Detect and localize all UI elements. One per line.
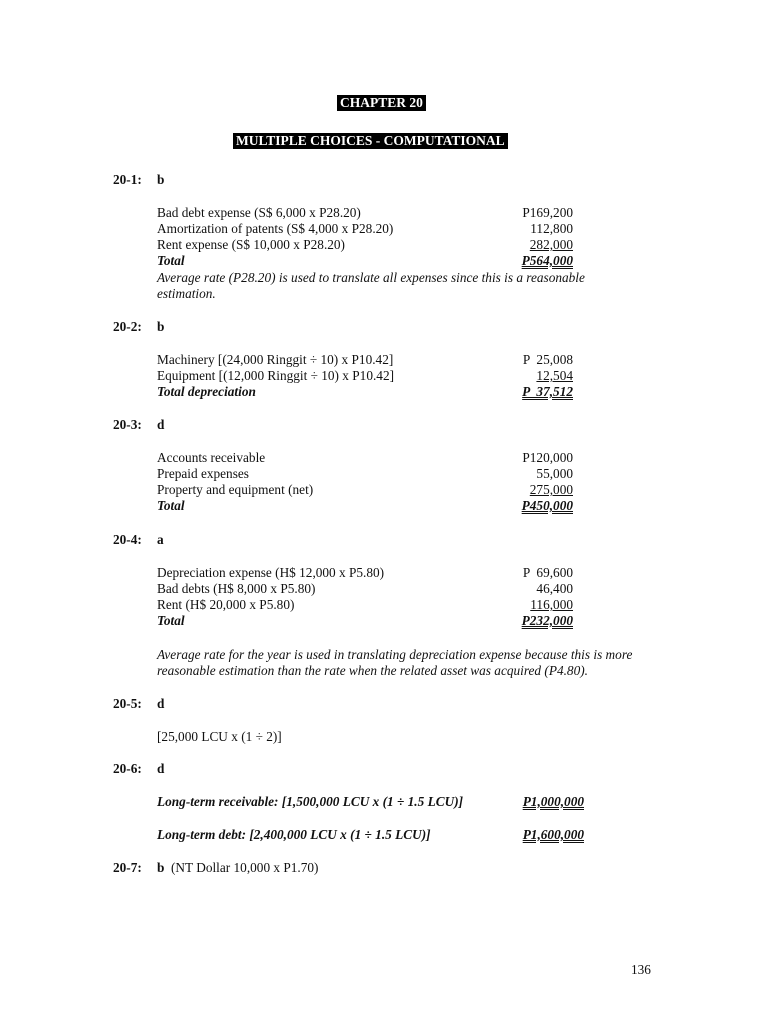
line-item-amount: P120,000 [522,450,573,465]
computation-detail: (NT Dollar 10,000 x P1.70) [171,860,319,875]
question-number: 20-3: [113,417,142,432]
total-label: Total [157,253,185,268]
long-term-receivable-label: Long-term receivable: [1,500,000 LCU x (1 ÷ 1.5 LCU)] [157,794,464,809]
explanation-note: Average rate (P28.20) is used to translate all expenses since this is a reasonable [157,270,585,285]
total-label: Total [157,498,185,513]
long-term-debt-label: Long-term debt: [2,400,000 LCU x (1 ÷ 1.5 LCU)] [157,827,431,842]
answer-letter: b [157,860,165,875]
total-amount: P450,000 [521,498,573,513]
question-number: 20-7: [113,860,142,875]
line-item-amount: P 69,600 [522,565,573,580]
question-number: 20-1: [113,172,142,187]
line-item-amount: 12,504 [536,368,573,383]
line-item-label: Rent expense (S$ 10,000 x P28.20) [157,237,345,252]
line-item-amount: 275,000 [529,482,573,497]
line-item-amount: 46,400 [536,581,573,596]
line-item-label: Bad debts (H$ 8,000 x P5.80) [157,581,316,596]
total-amount: P 37,512 [522,384,573,399]
line-item-amount: 55,000 [536,466,573,481]
line-item-amount: 116,000 [530,597,573,612]
total-amount: P564,000 [521,253,573,268]
line-item-amount: P169,200 [522,205,573,220]
section-title: MULTIPLE CHOICES - COMPUTATIONAL [233,133,508,149]
line-item-label: Rent (H$ 20,000 x P5.80) [157,597,295,612]
answer-letter: d [157,761,165,776]
line-item-label: Depreciation expense (H$ 12,000 x P5.80) [157,565,385,580]
explanation-note: Average rate for the year is used in translating depreciation expense because this is more [157,647,633,662]
question-number: 20-4: [113,532,142,547]
chapter-title: CHAPTER 20 [337,95,426,111]
line-item-amount: 282,000 [529,237,573,252]
line-item-label: Equipment [(12,000 Ringgit ÷ 10) x P10.42] [157,368,395,383]
long-term-debt-amount: P1,600,000 [522,827,584,842]
answer-letter: b [157,319,165,334]
long-term-receivable-amount: P1,000,000 [522,794,584,809]
line-item-label: Machinery [(24,000 Ringgit ÷ 10) x P10.42] [157,352,394,367]
total-amount: P232,000 [521,613,573,628]
line-item-amount: 112,800 [530,221,573,236]
answer-letter: d [157,417,165,432]
question-number: 20-2: [113,319,142,334]
total-label: Total depreciation [157,384,256,399]
line-item-label: Bad debt expense (S$ 6,000 x P28.20) [157,205,361,220]
explanation-note: estimation. [157,286,216,301]
question-number: 20-6: [113,761,142,776]
line-item-label: Accounts receivable [157,450,266,465]
answer-letter: d [157,696,165,711]
answer-letter: a [157,532,164,547]
explanation-note: reasonable estimation than the rate when the related asset was acquired (P4.80). [157,663,588,678]
answer-letter: b [157,172,165,187]
page-number: 136 [631,962,651,977]
total-label: Total [157,613,185,628]
line-item-amount: P 25,008 [522,352,573,367]
question-number: 20-5: [113,696,142,711]
computation-formula: [25,000 LCU x (1 ÷ 2)] [157,729,282,744]
line-item-label: Property and equipment (net) [157,482,314,497]
line-item-label: Prepaid expenses [157,466,249,481]
line-item-label: Amortization of patents (S$ 4,000 x P28.20) [157,221,394,236]
